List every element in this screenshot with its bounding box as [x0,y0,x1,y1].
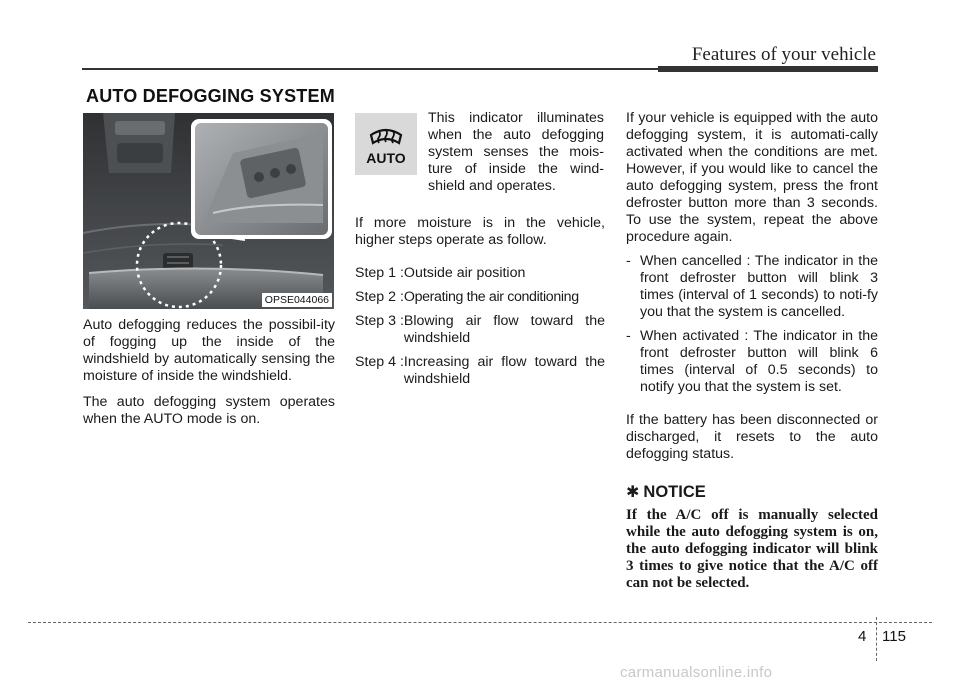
header-rule-accent [658,66,878,72]
page-separator [876,617,877,661]
list-item [355,354,605,388]
chapter-number: 4 [858,628,867,645]
page-number: 115 [882,628,906,645]
figure [83,113,334,309]
list-item [626,253,878,321]
step-text: Operating the air conditioning [403,289,579,305]
notice-heading [626,484,878,501]
steps-intro: If more moisture is in the vehicle, higher steps operate as follow. [355,215,605,248]
column-2-text [355,215,605,395]
step-label: Step 3 : [355,313,404,329]
step-text: Outside air position [403,265,526,281]
defrost-auto-icon [355,113,417,175]
header-title: Features of your vehicle [691,44,876,65]
steps-list [355,265,605,388]
watermark: carmanualsonline.info [620,664,773,681]
list-item [355,289,605,306]
dash-marker: - [626,328,631,344]
paragraph: If your vehicle is equipped with the auto defogging system, it is automati-cally activated when the conditions are met. However, if you would like to cancel the auto defogging system, press the front defroster button more than 3 seconds. To use the system, repeat the above procedure again. [626,110,878,245]
indicator-label: AUTO [366,150,406,166]
column-1-text [83,317,335,437]
notice-body: If the A/C off is manually selected while the auto defogging system is on, the auto defogging indicator will blink 3 times to give notice that the A/C off can not be selected. [626,507,878,591]
auto-defrost-indicator [355,113,417,175]
figure-caption: OPSE044066 [262,293,332,307]
step-text: Increasing air flow toward the windshield [403,354,605,387]
footer-rule [28,622,932,623]
step-label: Step 1 : [355,265,404,281]
column-3-text [626,110,878,592]
paragraph: The auto defogging system operates when the AUTO mode is on. [83,394,335,427]
step-label: Step 2 : [355,289,404,305]
step-text: Blowing air flow toward the windshield [403,313,605,346]
indicator-description: This indicator illuminates when the auto defogging system senses the mois-ture of inside the wind-shield and operates. [428,110,604,194]
step-label: Step 4 : [355,354,404,370]
list-item [355,313,605,347]
notice-star-icon: ✱ [626,484,640,501]
bullet-text: When cancelled : The indicator in the front defroster button will blink 3 times (interval of 1 seconds) to noti-fy you that the system is cancelled. [640,253,878,320]
dash-marker: - [626,253,631,269]
list-item [626,328,878,396]
paragraph: If the battery has been disconnected or discharged, it resets to the auto defogging status. [626,412,878,462]
section-title: AUTO DEFOGGING SYSTEM [86,86,335,106]
notice-title: NOTICE [643,483,706,501]
bullet-text: When activated : The indicator in the front defroster button will blink 6 times (interval of 0.5 seconds) to notify you that the system is set. [640,328,878,395]
windshield-sensor-illustration [83,113,334,309]
list-item [355,265,605,282]
paragraph: Auto defogging reduces the possibil-ity of fogging up the inside of the windshield by automatically sensing the moisture of inside the windshield. [83,317,335,384]
